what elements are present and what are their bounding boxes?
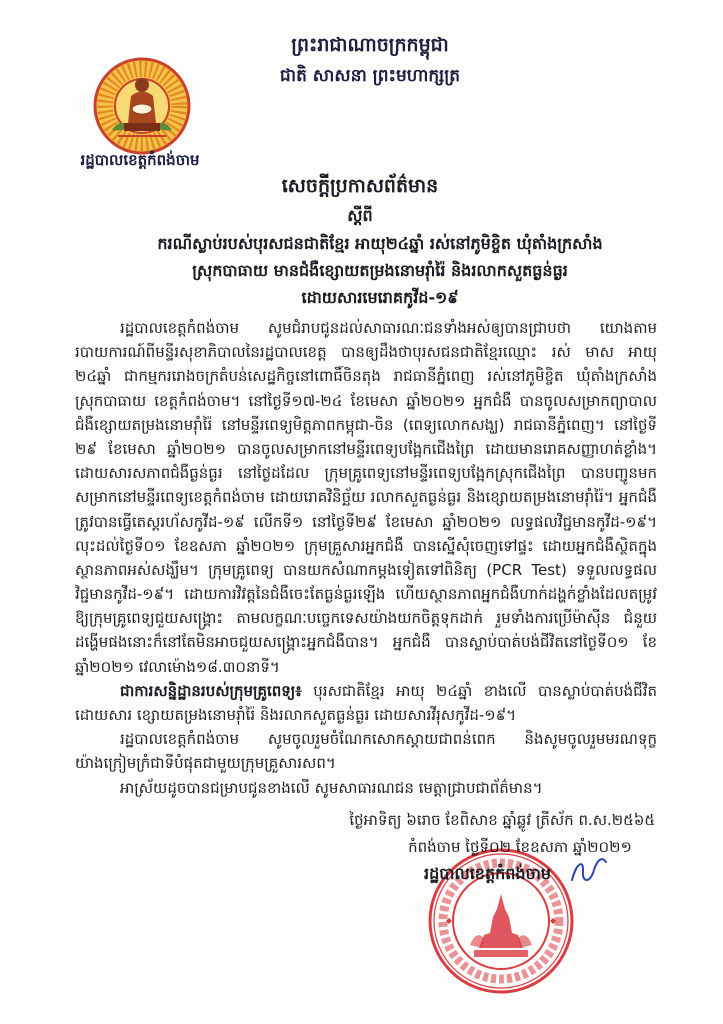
issuer-name: រដ្ឋបាលខេត្តកំពង់ចាម <box>80 151 200 169</box>
provincial-emblem-icon <box>90 56 194 156</box>
conclusion-text: បុរសជាតិខ្មែរ អាយុ ២៤ឆ្នាំ ខាងលើ បានស្លាប់បាត់បង់ជីវិត <box>313 681 657 700</box>
body-line: ដង្ហើមផងនោះក៏នៅតែមិនអាចជួយសង្គ្រោះអ្នកជំងឺបាន។ អ្នកជំងឺ បានស្លាប់បាត់បង់ជីវិតនៅថ្ងៃទី០១ ខែ <box>75 633 657 652</box>
subject-line: ដោយសារមេរោគកូវីដ-១៩ <box>301 288 459 307</box>
document-title: សេចក្តីប្រកាសព័ត៌មាន <box>281 175 439 197</box>
kingdom-heading: ព្រះរាជាណាចក្រកម្ពុជា <box>291 34 449 56</box>
body-line: ត្រូវបានធ្វើតេស្តរហ័សកូវីដ-១៩ លើកទី១ នៅថ្ងៃទី២៩ ខែមេសា ឆ្នាំ២០២១ លទ្ធផលវិជ្ជមានកូវីដ-១៩។ <box>75 512 657 531</box>
body-line: ឆ្នាំ២០២១ វេលាម៉ោង១៨.៣០នាទី។ <box>75 657 280 676</box>
body-line: ដោយសារសភាពជំងឺធ្ងន់ធ្ងរ នៅថ្ងៃដដែល ក្រុមគ្រូពេទ្យនៅមន្ទីរពេទ្យបង្អែកស្រុកជើងព្រៃ បានបញ្ជូនមក <box>75 464 657 483</box>
body-line: យ៉ាងក្រៀមក្រំជាទីបំផុតជាមួយក្រុមគ្រួសារសព។ <box>75 754 336 773</box>
signature-icon <box>566 852 614 888</box>
body-line: សម្រាកនៅមន្ទីរពេទ្យខេត្តកំពង់ចាម ដោយរោគវិនិច្ឆ័យ រលាកសួតធ្ងន់ធ្ងរ និងខ្សោយតម្រងនោមរ៉ាំរ៉ៃ។ អ្នកជំងឺ <box>75 488 657 507</box>
document-body <box>75 316 657 800</box>
signatory-name: រដ្ឋបាលខេត្តកំពង់ចាម <box>424 864 551 883</box>
subject-line: ករណីស្លាប់របស់បុរសជនជាតិខ្មែរ អាយុ២៤ឆ្នាំ រស់នៅភូមិខ្ចិត ឃុំតាំងក្រសាំង <box>157 234 603 253</box>
national-motto: ជាតិ សាសនា ព្រះមហាក្សត្រ <box>279 66 461 86</box>
body-line: របាយការណ៍ពីមន្ទីរសុខាភិបាលនៃរដ្ឋបាលខេត្ត បានឲ្យដឹងថាបុរសជនជាតិខ្មែរឈ្មោះ រស់ មាស អាយុ <box>75 343 657 362</box>
paragraph-closing <box>75 776 657 800</box>
title-about: ស្តីពី <box>347 206 373 225</box>
paragraph-condolence <box>75 727 657 775</box>
body-line: ស្ថានភាពអស់សង្ឃឹម។ ក្រុមគ្រូពេទ្យ បានយកសំណាកម្តងទៀតទៅពិនិត្យ (PCR Test) ទទួលលទ្ធផល <box>75 560 657 579</box>
body-line: វិជ្ជមានកូវីដ-១៩។ ដោយការវិវត្តនៃជំងឺចេះតែធ្ងន់ធ្ងរឡើង ហើយស្ថានភាពអ្នកជំងឺហាក់ដង្ហក់ខ្លាំងដែលតម្រូវ <box>75 585 657 604</box>
body-line: ២៩ ខែមេសា ឆ្នាំ២០២១ បានចូលសម្រាកនៅមន្ទីរពេទ្យបង្អែកជើងព្រៃ ដោយមានរោគសញ្ញាហត់ខ្លាំង។ <box>75 439 657 458</box>
body-line: រដ្ឋបាលខេត្តកំពង់ចាម សូមជំរាបជូនដល់សាធារណៈជនទាំងអស់ឲ្យបានជ្រាបថា យោងតាម <box>120 319 657 337</box>
paragraph-conclusion <box>75 679 657 727</box>
body-line: រដ្ឋបាលខេត្តកំពង់ចាម សូមចូលរួមចំណែកសោកស្តាយជាពន់ពេក និងសូមចូលរួមមរណទុក្ខ <box>120 730 657 749</box>
body-line: លុះដល់ថ្ងៃទី០១ ខែឧសភា ឆ្នាំ២០២១ ក្រុមគ្រួសារអ្នកជំងឺ បានស្នើសុំចេញទៅផ្ទះ ដោយអ្នកជំងឺស្ថិតក្នុង <box>75 536 657 555</box>
conclusion-lead: ជាការសន្និដ្ឋានរបស់ក្រុមគ្រូពេទ្យ៖ <box>120 681 302 700</box>
body-line: ២៤ឆ្នាំ ជាកម្មកររោងចក្រតំបន់សេដ្ឋកិច្ចនៅពោធិ៍ចិនតុង រាជធានីភ្នំពេញ រស់នៅភូមិខ្ចិត ឃុំតាំងក្រសាំង <box>75 367 657 386</box>
body-line: ឱ្យក្រុមគ្រូពេទ្យជួយសង្គ្រោះ តាមលក្ខណៈបច្ចេកទេសយ៉ាងយកចិត្តទុកដាក់ រួមទាំងការប្រើម៉ាស៊ីន ជំនួយ <box>75 609 657 628</box>
lunar-date: ថ្ងៃអាទិត្យ ៦រោច ខែពិសាខ ឆ្នាំឆ្លូវ ត្រីស័ក ព.ស.២៥៦៥ <box>349 811 655 829</box>
body-line <box>75 679 657 703</box>
subject-line: ស្រុកបាធាយ មានជំងឺខ្សោយតម្រងនោមរ៉ាំរ៉ៃ និងរលាកសួតធ្ងន់ធ្ងរ <box>192 261 568 280</box>
paragraph-report <box>75 316 657 679</box>
body-line: ស្រុកបាធាយ ខេត្តកំពង់ចាម។ នៅថ្ងៃទី១៧-២៤ ខែមេសា ឆ្នាំ២០២១ អ្នកជំងឺ បានចូលសម្រាកព្យាបាល <box>75 391 657 410</box>
body-line: ជំងឺខ្សោយតម្រងនោមរ៉ាំរ៉ៃ នៅមន្ទីរពេទ្យមិត្តភាពកម្ពុជា-ចិន (ពេទ្យលោកសង្ឃ) រាជធានីភ្នំពេញ។ នៅថ្ងៃទី <box>75 415 657 434</box>
body-line: អាស្រ័យដូចបានជម្រាបជូនខាងលើ សូមសាធារណជន មេត្តាជ្រាបជាព័ត៌មាន។ <box>120 778 543 797</box>
body-line: ដោយសារ ខ្សោយតម្រងនោមរ៉ាំរ៉ៃ និងរលាកសួតធ្ងន់ធ្ងរ ដោយសារវីរុសកូវីដ-១៩។ <box>75 706 517 724</box>
place-and-date: កំពង់ចាម ថ្ងៃទី០២ ខែឧសភា ឆ្នាំ២០២១ <box>408 838 632 856</box>
